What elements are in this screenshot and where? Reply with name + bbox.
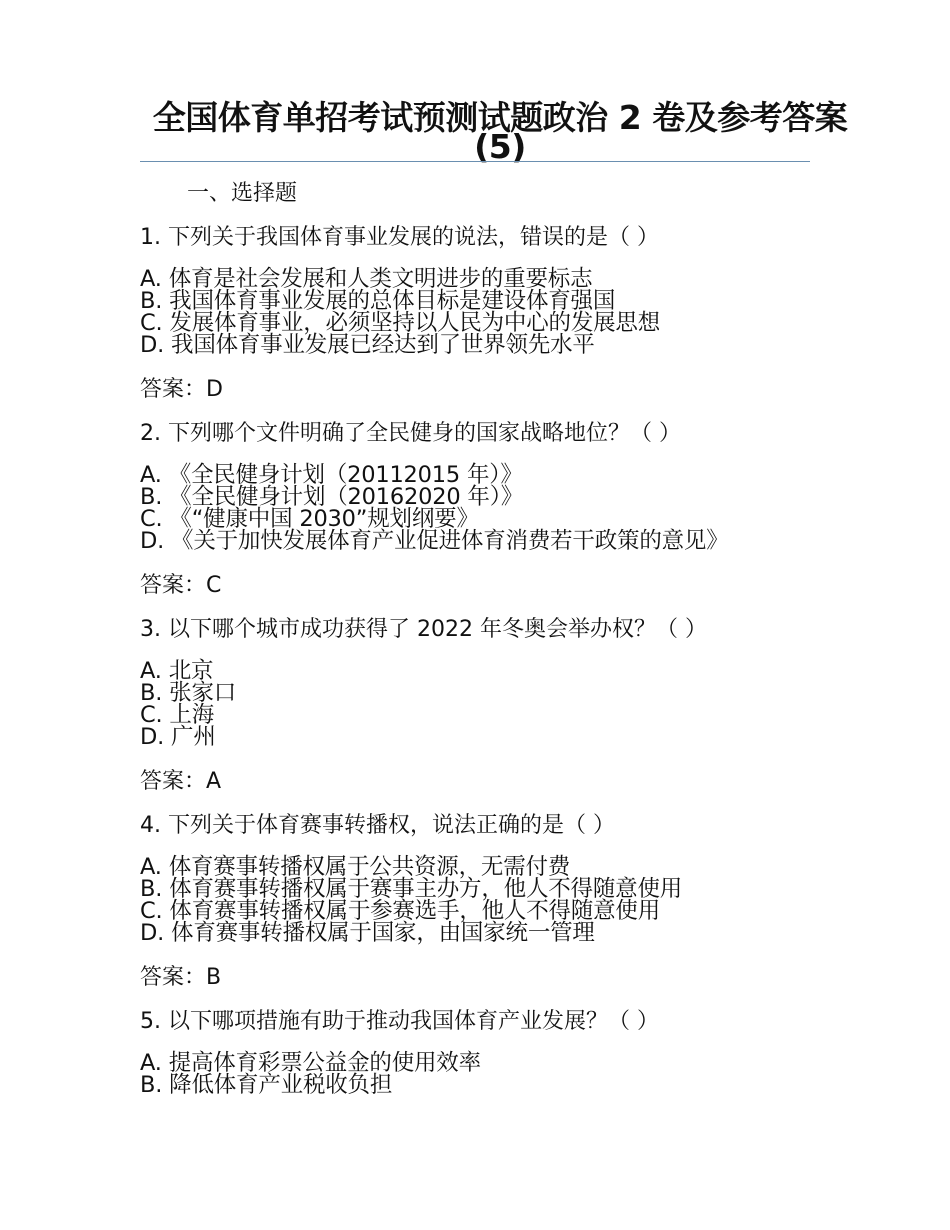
option-c: C. 上海: [140, 702, 215, 728]
answer-text: 答案：B: [140, 965, 222, 990]
option-c: C. 体育赛事转播权属于参赛选手，他人不得随意使用: [140, 898, 661, 924]
option-list: [140, 1052, 481, 1096]
option-b: B. 张家口: [140, 680, 237, 706]
option-b: B. 我国体育事业发展的总体目标是建设体育强国: [140, 288, 616, 314]
answer-text: 答案：D: [140, 377, 223, 402]
option-list: [140, 268, 660, 356]
question-3: [140, 614, 860, 810]
option-d: D. 体育赛事转播权属于国家，由国家统一管理: [140, 920, 595, 946]
option-c: C. 《“健康中国 2030”规划纲要》: [140, 506, 479, 532]
question-4: [140, 810, 860, 1006]
question-text: 3. 以下哪个城市成功获得了 2022 年冬奥会举办权？（ ）: [140, 617, 707, 642]
option-list: [140, 856, 682, 944]
question-text: 1. 下列关于我国体育事业发展的说法，错误的是（ ）: [140, 225, 659, 250]
question-5: [140, 1006, 860, 1202]
option-a: A. 提高体育彩票公益金的使用效率: [140, 1050, 481, 1076]
question-text: 4. 下列关于体育赛事转播权，说法正确的是（ ）: [140, 813, 615, 838]
option-a: A. 体育赛事转播权属于公共资源，无需付费: [140, 854, 571, 880]
option-d: D. 广州: [140, 724, 216, 750]
question-text: 5. 以下哪项措施有助于推动我国体育产业发展？（ ）: [140, 1009, 659, 1034]
question-2: [140, 418, 860, 614]
option-c: C. 发展体育事业，必须坚持以人民为中心的发展思想: [140, 310, 661, 336]
page-title: 全国体育单招考试预测试题政治 2 卷及参考答案(5): [152, 98, 848, 166]
option-list: [140, 464, 729, 552]
answer-text: 答案：A: [140, 769, 222, 794]
option-d: D. 我国体育事业发展已经达到了世界领先水平: [140, 332, 595, 358]
question-list: [140, 222, 860, 1202]
option-list: [140, 660, 236, 748]
option-b: B. 降低体育产业税收负担: [140, 1072, 393, 1098]
section-heading: 一、选择题: [187, 181, 298, 206]
option-d: D. 《关于加快发展体育产业促进体育消费若干政策的意见》: [140, 528, 729, 554]
option-a: A. 《全民健身计划（20112015 年）》: [140, 462, 523, 488]
option-b: B. 《全民健身计划（20162020 年）》: [140, 484, 524, 510]
title-divider: [140, 161, 810, 162]
option-a: A. 北京: [140, 658, 214, 684]
answer-text: 答案：C: [140, 573, 222, 598]
question-text: 2. 下列哪个文件明确了全民健身的国家战略地位？（ ）: [140, 421, 681, 446]
question-1: [140, 222, 860, 418]
option-b: B. 体育赛事转播权属于赛事主办方，他人不得随意使用: [140, 876, 683, 902]
option-a: A. 体育是社会发展和人类文明进步的重要标志: [140, 266, 593, 292]
